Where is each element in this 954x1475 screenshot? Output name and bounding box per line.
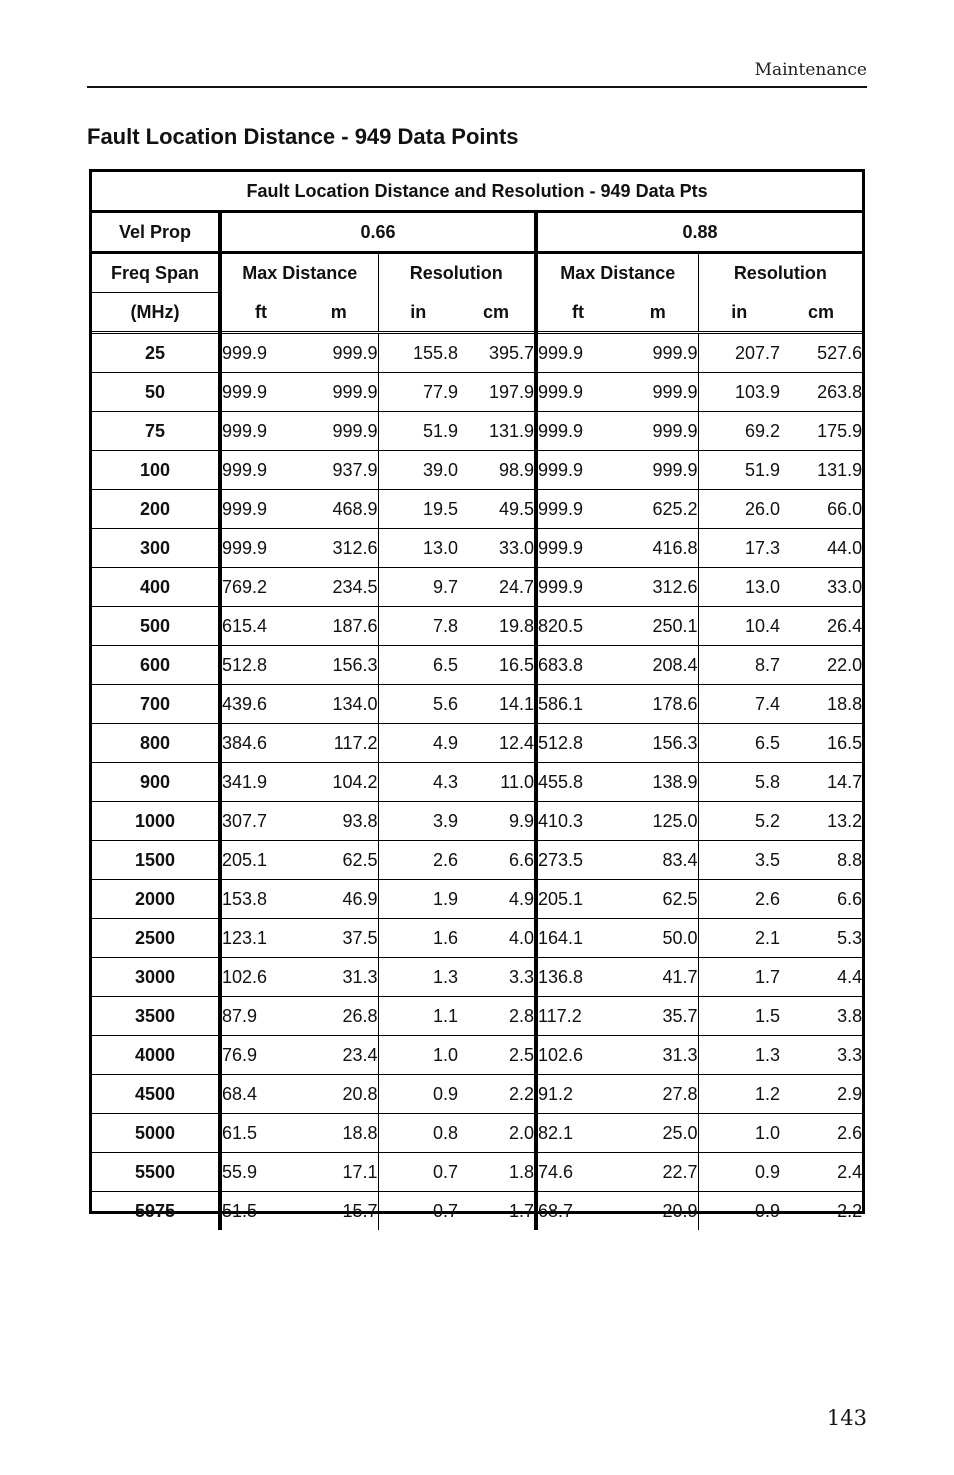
cell-freq-span: 4000 (92, 1036, 220, 1075)
cell-max-distance-m-088: 22.7 (618, 1153, 698, 1192)
running-head: Maintenance (754, 60, 867, 80)
cell-max-distance-ft-088: 820.5 (536, 607, 618, 646)
cell-resolution-in-066: 1.0 (378, 1036, 458, 1075)
cell-max-distance-ft-066: 999.9 (220, 451, 300, 490)
section-title: Fault Location Distance - 949 Data Points (87, 124, 519, 149)
cell-max-distance-m-088: 35.7 (618, 997, 698, 1036)
group-max-distance-1: Max Distance (220, 253, 378, 293)
cell-freq-span: 500 (92, 607, 220, 646)
table-row (92, 1075, 862, 1114)
cell-resolution-in-088: 5.8 (698, 763, 780, 802)
cell-max-distance-ft-088: 999.9 (536, 333, 618, 373)
cell-max-distance-m-088: 20.9 (662, 1201, 698, 1221)
cell-max-distance-ft-066: 76.9 (220, 1036, 300, 1075)
table-row (92, 412, 862, 451)
fault-location-table (92, 172, 862, 1230)
cell-max-distance-m-066: 23.4 (300, 1036, 378, 1075)
cell-resolution-cm-088: 13.2 (780, 802, 862, 841)
table-row (92, 607, 862, 646)
cell-resolution-in-088: 1.2 (698, 1075, 780, 1114)
cell-max-distance-ft-088: 999.9 (536, 490, 618, 529)
cell-max-distance-m-066: 62.5 (300, 841, 378, 880)
cell-resolution-in-066: 5.6 (378, 685, 458, 724)
cell-max-distance-m-088: 999.9 (618, 451, 698, 490)
cell-freq-span: 200 (92, 490, 220, 529)
table-row (92, 529, 862, 568)
cell-resolution-cm-088: 44.0 (780, 529, 862, 568)
cell-freq-span: 25 (92, 333, 220, 373)
cell-resolution-in-066: 9.7 (378, 568, 458, 607)
cell-max-distance-ft-088: 999.9 (536, 373, 618, 412)
cell-freq-span: 2000 (92, 880, 220, 919)
cell-max-distance-m-066: 234.5 (300, 568, 378, 607)
table-row (92, 880, 862, 919)
cell-max-distance-ft-088: 68.7 (536, 1192, 618, 1231)
cell-max-distance-m-066: 20.8 (300, 1075, 378, 1114)
cell-max-distance-m-088: 138.9 (618, 763, 698, 802)
cell-freq-span: 4500 (92, 1075, 220, 1114)
cell-resolution-cm-088: 8.8 (780, 841, 862, 880)
cell-max-distance-ft-066: 999.9 (220, 529, 300, 568)
cell-resolution-in-088: 69.2 (698, 412, 780, 451)
cell-max-distance-m-088: 50.0 (618, 919, 698, 958)
cell-max-distance-ft-088: 512.8 (536, 724, 618, 763)
cell-resolution-cm-088: 2.2 (837, 1201, 863, 1221)
cell-resolution-cm-066: 19.8 (458, 607, 536, 646)
cell-resolution-cm-088: 6.6 (780, 880, 862, 919)
cell-max-distance-ft-066: 87.9 (220, 997, 300, 1036)
cell-resolution-in-088: 1.3 (698, 1036, 780, 1075)
cell-max-distance-m-088: 625.2 (618, 490, 698, 529)
cell-max-distance-m-066: 134.0 (300, 685, 378, 724)
cell-freq-span: 1000 (92, 802, 220, 841)
vel-prop-row (92, 212, 862, 253)
cell-max-distance-ft-088: 683.8 (536, 646, 618, 685)
cell-resolution-in-066: 0.9 (378, 1075, 458, 1114)
cell-max-distance-m-088: 312.6 (618, 568, 698, 607)
cell-resolution-in-088: 0.9 (698, 1153, 780, 1192)
table-row (92, 451, 862, 490)
cell-freq-span: 3000 (92, 958, 220, 997)
cell-resolution-in-066: 7.8 (378, 607, 458, 646)
cell-freq-span: 900 (92, 763, 220, 802)
cell-max-distance-ft-066: 205.1 (220, 841, 300, 880)
cell-max-distance-m-088: 999.9 (618, 412, 698, 451)
unit-cm-2: cm (780, 293, 862, 333)
cell-resolution-cm-066: 33.0 (458, 529, 536, 568)
cell-freq-span: 700 (92, 685, 220, 724)
cell-resolution-in-066: 39.0 (378, 451, 458, 490)
unit-header-row (92, 293, 862, 333)
cell-resolution-in-088: 8.7 (698, 646, 780, 685)
table-caption-row (92, 172, 862, 212)
cell-resolution-cm-066: 16.5 (458, 646, 536, 685)
cell-resolution-in-088: 13.0 (698, 568, 780, 607)
cell-resolution-cm-066: 131.9 (458, 412, 536, 451)
cell-max-distance-m-066: 937.9 (300, 451, 378, 490)
cell-resolution-cm-066: 3.3 (458, 958, 536, 997)
cell-max-distance-ft-066: 615.4 (220, 607, 300, 646)
cell-resolution-in-066: 19.5 (378, 490, 458, 529)
cell-max-distance-ft-088: 102.6 (536, 1036, 618, 1075)
cell-freq-span: 1500 (92, 841, 220, 880)
table-caption: Fault Location Distance and Resolution - 949 Data Pts (92, 172, 862, 212)
cell-resolution-cm-088: 16.5 (780, 724, 862, 763)
cell-resolution-in-066: 2.6 (378, 841, 458, 880)
cell-resolution-in-088: 103.9 (698, 373, 780, 412)
cell-max-distance-ft-088: 117.2 (536, 997, 618, 1036)
vel-prop-value-2: 0.88 (536, 212, 862, 253)
table-row (92, 646, 862, 685)
cell-resolution-cm-088: 33.0 (780, 568, 862, 607)
cell-max-distance-ft-066: 102.6 (220, 958, 300, 997)
cell-max-distance-ft-088: 74.6 (536, 1153, 618, 1192)
cell-freq-span: 5500 (92, 1153, 220, 1192)
cell-resolution-in-066: 51.9 (378, 412, 458, 451)
cell-resolution-cm-088: 131.9 (780, 451, 862, 490)
cell-resolution-cm-066: 4.9 (458, 880, 536, 919)
cell-resolution-in-088: 1.0 (698, 1114, 780, 1153)
cell-freq-span: 3500 (92, 997, 220, 1036)
cell-resolution-in-088: 1.5 (698, 997, 780, 1036)
cell-resolution-in-066: 0.7 (378, 1153, 458, 1192)
cell-resolution-in-066: 1.6 (378, 919, 458, 958)
cell-freq-span: 300 (92, 529, 220, 568)
cell-resolution-in-088: 7.4 (698, 685, 780, 724)
cell-resolution-cm-066: 98.9 (458, 451, 536, 490)
cell-resolution-cm-066: 6.6 (458, 841, 536, 880)
group-header-row (92, 253, 862, 293)
cell-freq-span: 50 (92, 373, 220, 412)
cell-resolution-cm-088: 18.8 (780, 685, 862, 724)
table-row (92, 1036, 862, 1075)
cell-resolution-cm-066: 24.7 (458, 568, 536, 607)
cell-freq-span: 2500 (92, 919, 220, 958)
cell-max-distance-m-088: 83.4 (618, 841, 698, 880)
cell-max-distance-m-066: 117.2 (300, 724, 378, 763)
cell-max-distance-ft-066: 999.9 (220, 412, 300, 451)
table-row (92, 373, 862, 412)
cell-max-distance-ft-088: 455.8 (536, 763, 618, 802)
cell-max-distance-m-088: 25.0 (618, 1114, 698, 1153)
cell-max-distance-ft-088: 164.1 (536, 919, 618, 958)
cell-max-distance-ft-066: 61.5 (220, 1114, 300, 1153)
cell-max-distance-m-066: 46.9 (300, 880, 378, 919)
cell-max-distance-m-066: 468.9 (300, 490, 378, 529)
cell-max-distance-ft-066: 384.6 (220, 724, 300, 763)
cell-max-distance-m-066: 31.3 (300, 958, 378, 997)
cell-max-distance-ft-066: 55.9 (220, 1153, 300, 1192)
cell-max-distance-m-066: 999.9 (300, 333, 378, 373)
cell-resolution-in-088: 2.1 (698, 919, 780, 958)
cell-resolution-cm-066: 2.0 (458, 1114, 536, 1153)
unit-cm-1: cm (458, 293, 536, 333)
group-resolution-1: Resolution (378, 253, 536, 293)
cell-max-distance-ft-088: 136.8 (536, 958, 618, 997)
cell-resolution-cm-066: 11.0 (458, 763, 536, 802)
cell-resolution-in-088: 0.9 (698, 1192, 780, 1231)
cell-max-distance-ft-088: 410.3 (536, 802, 618, 841)
cell-resolution-in-088: 3.5 (698, 841, 780, 880)
cell-freq-span: 75 (92, 412, 220, 451)
unit-in-1: in (378, 293, 458, 333)
cell-max-distance-m-066: 104.2 (300, 763, 378, 802)
cell-resolution-cm-088: 4.4 (780, 958, 862, 997)
unit-m-2: m (618, 293, 698, 333)
cell-resolution-cm-088: 3.8 (780, 997, 862, 1036)
group-resolution-2: Resolution (698, 253, 862, 293)
cell-freq-span: 800 (92, 724, 220, 763)
cell-resolution-cm-066: 49.5 (458, 490, 536, 529)
vel-prop-label: Vel Prop (92, 212, 220, 253)
cell-resolution-in-066: 1.3 (378, 958, 458, 997)
cell-max-distance-m-066: 26.8 (300, 997, 378, 1036)
cell-max-distance-ft-088: 91.2 (536, 1075, 618, 1114)
freq-unit-label: (MHz) (92, 293, 220, 333)
table-row (92, 333, 862, 373)
table-row (92, 724, 862, 763)
group-max-distance-2: Max Distance (536, 253, 698, 293)
cell-max-distance-m-088: 416.8 (618, 529, 698, 568)
cell-resolution-in-066: 3.9 (378, 802, 458, 841)
cell-max-distance-ft-066: 51.5 (220, 1192, 300, 1231)
unit-ft-2: ft (536, 293, 618, 333)
cell-max-distance-ft-088: 82.1 (536, 1114, 618, 1153)
cell-max-distance-m-088: 156.3 (618, 724, 698, 763)
cell-resolution-in-088: 2.6 (698, 880, 780, 919)
cell-max-distance-m-066: 312.6 (300, 529, 378, 568)
table-row (92, 1153, 862, 1192)
cell-max-distance-m-066: 999.9 (300, 412, 378, 451)
cell-resolution-in-088: 207.7 (698, 333, 780, 373)
cell-max-distance-ft-066: 439.6 (220, 685, 300, 724)
cell-max-distance-ft-088: 999.9 (536, 529, 618, 568)
cell-max-distance-ft-088: 273.5 (536, 841, 618, 880)
cell-resolution-in-066: 13.0 (378, 529, 458, 568)
cell-max-distance-m-066: 999.9 (300, 373, 378, 412)
cell-resolution-in-088: 26.0 (698, 490, 780, 529)
cell-resolution-cm-066: 12.4 (458, 724, 536, 763)
cell-max-distance-ft-088: 999.9 (536, 412, 618, 451)
cell-max-distance-m-088: 999.9 (618, 333, 698, 373)
cell-max-distance-m-066: 187.6 (300, 607, 378, 646)
cell-max-distance-m-088: 999.9 (618, 373, 698, 412)
cell-resolution-cm-088: 263.8 (780, 373, 862, 412)
table-row (92, 568, 862, 607)
cell-max-distance-ft-088: 586.1 (536, 685, 618, 724)
cell-max-distance-ft-066: 512.8 (220, 646, 300, 685)
cell-resolution-cm-066: 1.7 (508, 1201, 534, 1221)
table-row (92, 763, 862, 802)
fault-location-table-frame (89, 169, 865, 1221)
cell-resolution-cm-066: 1.8 (458, 1153, 536, 1192)
cell-resolution-in-066: 6.5 (378, 646, 458, 685)
cell-resolution-cm-066: 2.2 (458, 1075, 536, 1114)
unit-m-1: m (300, 293, 378, 333)
freq-span-label: Freq Span (92, 253, 220, 293)
cell-max-distance-ft-066: 307.7 (220, 802, 300, 841)
cell-resolution-cm-066: 9.9 (458, 802, 536, 841)
cell-resolution-in-088: 51.9 (698, 451, 780, 490)
cell-max-distance-ft-088: 205.1 (536, 880, 618, 919)
cell-resolution-cm-088: 22.0 (780, 646, 862, 685)
vel-prop-value-1: 0.66 (220, 212, 536, 253)
unit-ft-1: ft (220, 293, 300, 333)
cell-max-distance-ft-066: 999.9 (220, 373, 300, 412)
table-row (92, 919, 862, 958)
cell-resolution-cm-088: 175.9 (780, 412, 862, 451)
cell-freq-span: 5000 (92, 1114, 220, 1153)
cell-max-distance-ft-066: 769.2 (220, 568, 300, 607)
cell-freq-span: 5975 (134, 1201, 176, 1221)
cell-resolution-cm-088: 2.9 (780, 1075, 862, 1114)
header-rule (87, 86, 867, 88)
cell-resolution-cm-088: 66.0 (780, 490, 862, 529)
cell-resolution-cm-066: 197.9 (458, 373, 536, 412)
cell-resolution-in-088: 6.5 (698, 724, 780, 763)
cell-max-distance-m-066: 18.8 (300, 1114, 378, 1153)
cell-resolution-cm-088: 527.6 (780, 333, 862, 373)
table-row (92, 1114, 862, 1153)
cell-max-distance-ft-066: 999.9 (220, 333, 300, 373)
cell-resolution-in-088: 17.3 (698, 529, 780, 568)
cell-max-distance-ft-088: 999.9 (536, 568, 618, 607)
cell-max-distance-ft-066: 999.9 (220, 490, 300, 529)
cell-resolution-cm-088: 2.6 (780, 1114, 862, 1153)
cell-resolution-in-066: 0.8 (378, 1114, 458, 1153)
cell-resolution-in-066: 1.9 (378, 880, 458, 919)
cell-resolution-cm-088: 14.7 (780, 763, 862, 802)
cell-max-distance-m-066: 156.3 (300, 646, 378, 685)
table-row (92, 958, 862, 997)
cell-max-distance-m-088: 208.4 (618, 646, 698, 685)
cell-resolution-in-066: 77.9 (378, 373, 458, 412)
cell-max-distance-m-088: 62.5 (618, 880, 698, 919)
cell-resolution-cm-088: 3.3 (780, 1036, 862, 1075)
cell-max-distance-m-066: 93.8 (300, 802, 378, 841)
cell-max-distance-m-066: 37.5 (300, 919, 378, 958)
cell-resolution-cm-066: 2.8 (458, 997, 536, 1036)
cell-max-distance-ft-066: 153.8 (220, 880, 300, 919)
table-row (92, 802, 862, 841)
table-row (92, 1192, 862, 1231)
cell-resolution-cm-066: 14.1 (458, 685, 536, 724)
cell-max-distance-m-088: 250.1 (618, 607, 698, 646)
cell-max-distance-m-088: 178.6 (618, 685, 698, 724)
cell-resolution-cm-066: 2.5 (458, 1036, 536, 1075)
cell-freq-span: 600 (92, 646, 220, 685)
table-row (92, 841, 862, 880)
cell-max-distance-ft-066: 123.1 (220, 919, 300, 958)
cell-max-distance-ft-066: 341.9 (220, 763, 300, 802)
cell-max-distance-m-088: 31.3 (618, 1036, 698, 1075)
cell-resolution-cm-088: 2.4 (780, 1153, 862, 1192)
cell-resolution-in-088: 1.7 (698, 958, 780, 997)
cell-max-distance-m-088: 41.7 (618, 958, 698, 997)
cell-resolution-in-066: 4.9 (378, 724, 458, 763)
cell-resolution-cm-088: 5.3 (780, 919, 862, 958)
cell-resolution-in-066: 4.3 (378, 763, 458, 802)
cell-resolution-cm-066: 395.7 (458, 333, 536, 373)
cell-resolution-cm-088: 26.4 (780, 607, 862, 646)
cell-max-distance-m-066: 17.1 (300, 1153, 378, 1192)
cell-max-distance-ft-066: 68.4 (220, 1075, 300, 1114)
table-row (92, 490, 862, 529)
cell-freq-span: 100 (92, 451, 220, 490)
cell-max-distance-m-066: 15.7 (342, 1201, 378, 1221)
cell-max-distance-m-088: 125.0 (618, 802, 698, 841)
cell-resolution-in-088: 5.2 (698, 802, 780, 841)
cell-resolution-in-088: 10.4 (698, 607, 780, 646)
table-row (92, 685, 862, 724)
cell-resolution-cm-066: 4.0 (458, 919, 536, 958)
cell-resolution-in-066: 0.7 (378, 1192, 458, 1231)
cell-freq-span: 400 (92, 568, 220, 607)
cell-max-distance-ft-088: 999.9 (536, 451, 618, 490)
cell-resolution-in-066: 155.8 (378, 333, 458, 373)
cell-max-distance-m-088: 27.8 (618, 1075, 698, 1114)
unit-in-2: in (698, 293, 780, 333)
table-row (92, 997, 862, 1036)
page-number: 143 (826, 1406, 867, 1430)
cell-resolution-in-066: 1.1 (378, 997, 458, 1036)
